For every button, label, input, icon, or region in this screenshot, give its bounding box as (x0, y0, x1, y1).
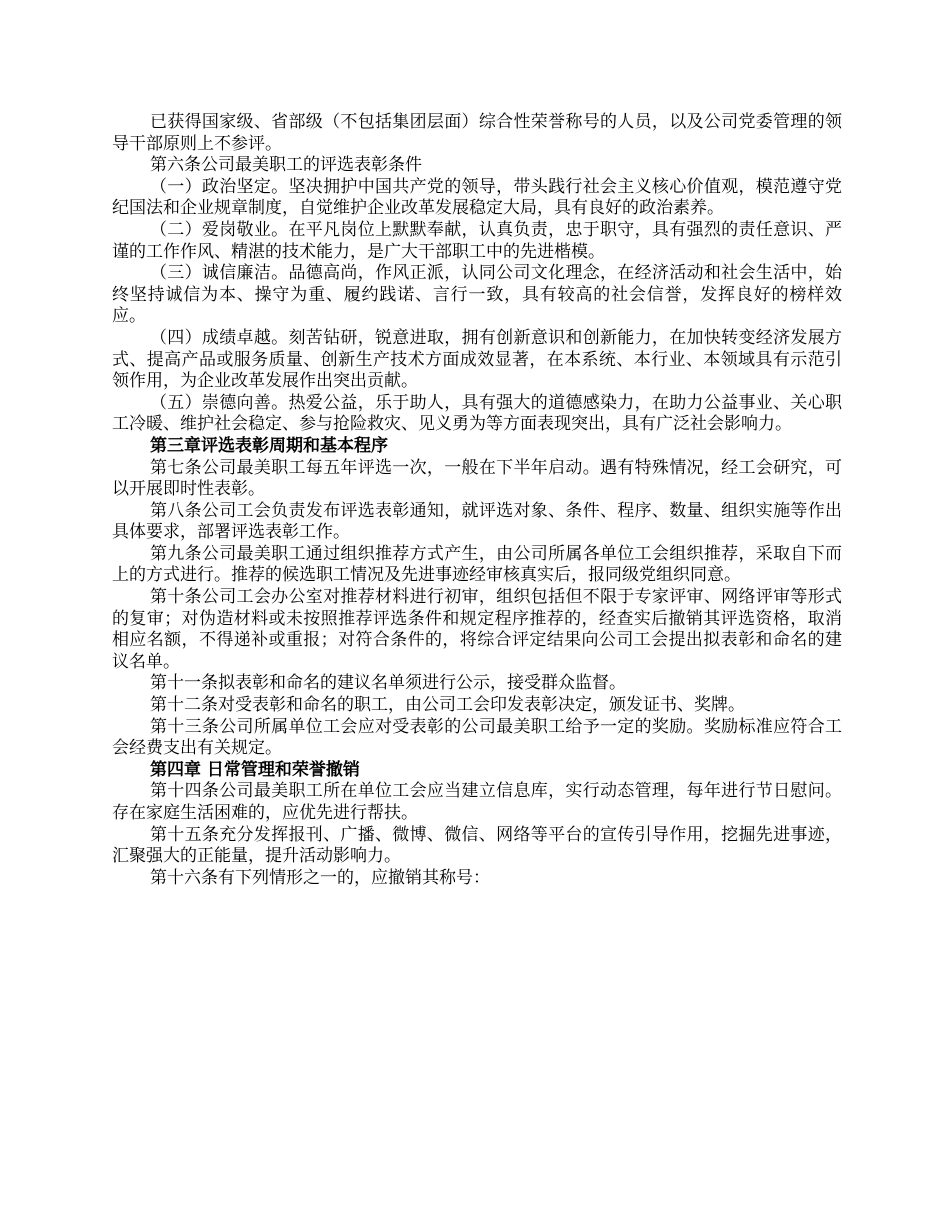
article-15: 第十五条充分发挥报刊、广播、微博、微信、网络等平台的宣传引导作用，挖掘先进事迹，汇聚强大的正能量，提升活动影响力。 (112, 824, 842, 867)
article-6-title: 第六条公司最美职工的评选表彰条件 (150, 155, 422, 176)
article-11: 第十一条拟表彰和命名的建议名单须进行公示，接受群众监督。 (150, 673, 626, 694)
article-7: 第七条公司最美职工每五年评选一次，一般在下半年启动。遇有特殊情况，经工会研究，可以开展即时性表彰。 (112, 457, 842, 500)
condition-virtue: （五）崇德向善。热爱公益，乐于助人，具有强大的道德感染力，在助力公益事业、关心职工冷暖、维护社会稳定、参与抢险救灾、见义勇为等方面表现突出，具有广泛社会影响力。 (112, 392, 842, 435)
article-9: 第九条公司最美职工通过组织推荐方式产生，由公司所属各单位工会组织推荐，采取自下而上的方式进行。推荐的候选职工情况及先进事迹经审核真实后，报同级党组织同意。 (112, 543, 842, 586)
chapter-3-heading: 第三章评选表彰周期和基本程序 (150, 435, 388, 456)
condition-dedication: （二）爱岗敬业。在平凡岗位上默默奉献，认真负责，忠于职守，具有强烈的责任意识、严谨的工作作风、精湛的技术能力，是广大干部职工中的先进楷模。 (112, 219, 842, 262)
article-16: 第十六条有下列情形之一的，应撤销其称号： (150, 867, 490, 888)
paragraph-eligibility-exclusion: 已获得国家级、省部级（不包括集团层面）综合性荣誉称号的人员，以及公司党委管理的领导干部原则上不参评。 (112, 112, 842, 154)
article-13: 第十三条公司所属单位工会应对受表彰的公司最美职工给予一定的奖励。奖励标准应符合工会经费支出有关规定。 (112, 716, 842, 759)
article-8: 第八条公司工会负责发布评选表彰通知，就评选对象、条件、程序、数量、组织实施等作出具体要求，部署评选表彰工作。 (112, 500, 842, 543)
article-14: 第十四条公司最美职工所在单位工会应当建立信息库，实行动态管理，每年进行节日慰问。存在家庭生活困难的，应优先进行帮扶。 (112, 781, 842, 823)
article-12: 第十二条对受表彰和命名的职工，由公司工会印发表彰决定，颁发证书、奖牌。 (150, 695, 745, 716)
condition-achievement: （四）成绩卓越。刻苦钻研，锐意进取，拥有创新意识和创新能力，在加快转变经济发展方式、提高产品或服务质量、创新生产技术方面成效显著，在本系统、本行业、本领域具有示范引领作用，为企业改革发展作出突出贡献。 (112, 327, 842, 392)
article-10: 第十条公司工会办公室对推荐材料进行初审，组织包括但不限于专家评审、网络评审等形式的复审；对伪造材料或未按照推荐评选条件和规定程序推荐的，经查实后撤销其评选资格，取消相应名额，不得递补或重报；对符合条件的，将综合评定结果向公司工会提出拟表彰和命名的建议名单。 (112, 587, 842, 672)
condition-political: （一）政治坚定。坚决拥护中国共产党的领导，带头践行社会主义核心价值观，模范遵守党纪国法和企业规章制度，自觉维护企业改革发展稳定大局，具有良好的政治素养。 (112, 176, 842, 219)
document-page (112, 112, 842, 889)
condition-integrity: （三）诚信廉洁。品德高尚，作风正派，认同公司文化理念，在经济活动和社会生活中，始终坚持诚信为本、操守为重、履约践诺、言行一致，具有较高的社会信誉，发挥良好的榜样效应。 (112, 263, 842, 327)
chapter-4-heading: 第四章 日常管理和荣誉撤销 (150, 759, 360, 780)
